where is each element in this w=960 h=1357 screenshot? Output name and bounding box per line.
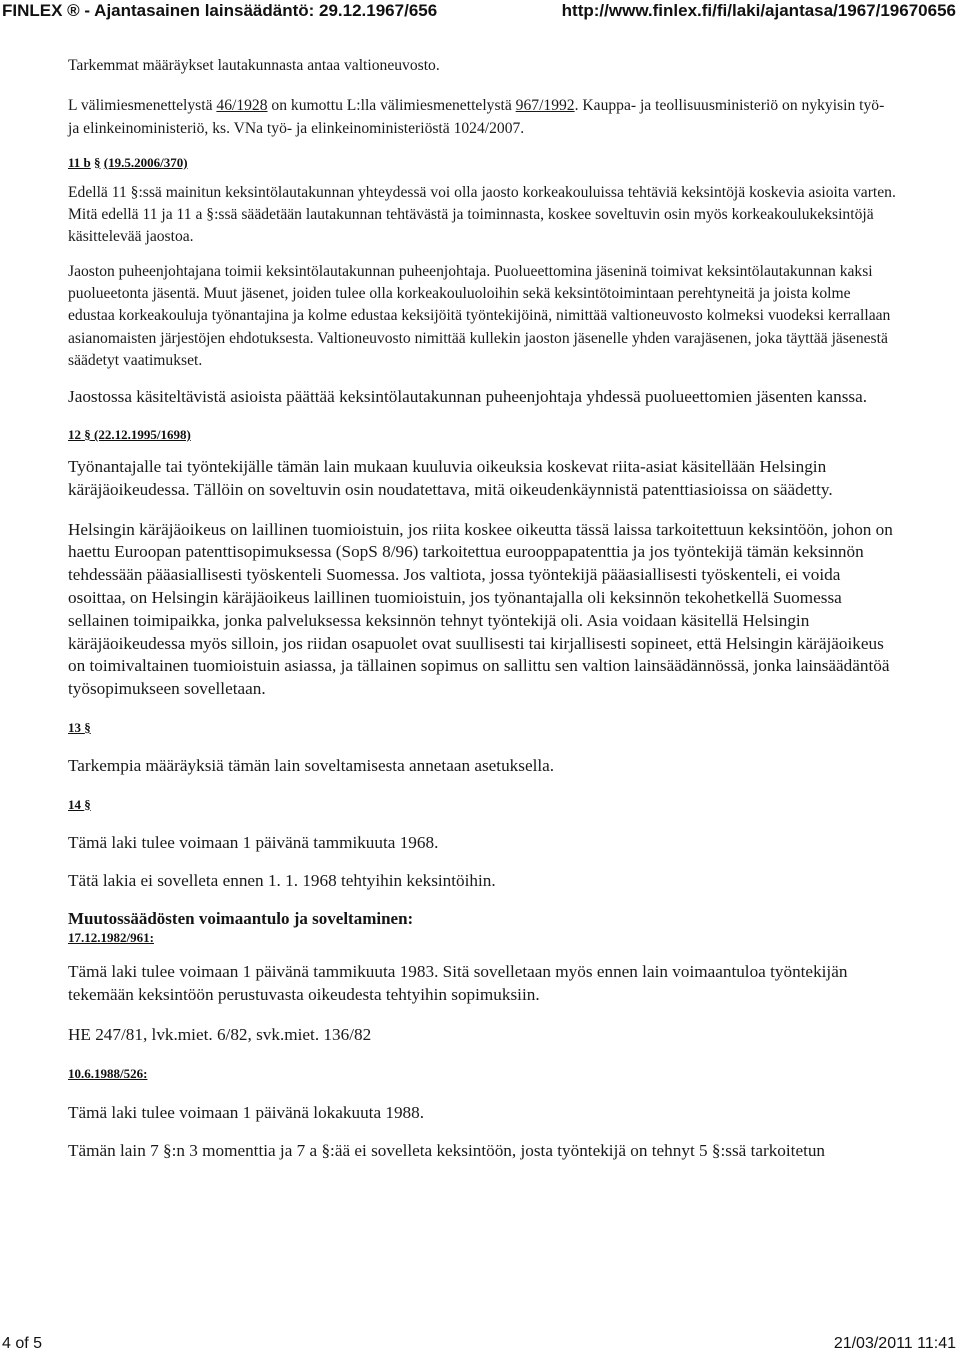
- section-number[interactable]: 11 b: [68, 154, 91, 170]
- paragraph: Tämän lain 7 §:n 3 momenttia ja 7 a §:ää ei sovelleta keksintöön, josta työntekijä on tehnyt 5 §:ssä tarkoitetun: [68, 1140, 826, 1160]
- paragraph: Tämä laki tulee voimaan 1 päivänä lokakuuta 1988.: [68, 1102, 425, 1122]
- law-link-967-1992[interactable]: 967/1992: [515, 97, 575, 115]
- paragraph: Työnantajalle tai työntekijälle tämän lain mukaan kuuluvia oikeuksia koskevat riita-asiat käsitellään Helsingin käräjäoikeudessa. Tällöin on soveltuvin osin noudatettava, mitä oikeudenkäynnistä patenttiasioissa on säädetty.: [68, 457, 833, 499]
- paragraph: Tarkempia määräyksiä tämän lain soveltamisesta annetaan asetuksella.: [68, 756, 555, 776]
- document-body: [68, 55, 898, 1162]
- amendment-ref[interactable]: (22.12.1995/1698): [94, 427, 191, 443]
- section-symbol: §: [84, 427, 91, 443]
- note-text: on kumottu L:lla välimiesmenettelystä: [267, 97, 516, 115]
- paragraph: HE 247/81, lvk.miet. 6/82, svk.miet. 136/82: [68, 1025, 372, 1045]
- law-link-46-1928[interactable]: 46/1928: [216, 97, 268, 115]
- section-number[interactable]: 14: [68, 796, 81, 812]
- paragraph: Edellä 11 §:ssä mainitun keksintölautakunnan yhteydessä voi olla jaosto korkeakouluissa tehtäviä keksintöjä koskevia asioita varten. Mitä edellä 11 ja 11 a §:ssä säädetään lautakunnan tehtävästä ja toiminnasta, koskee soveltuvin osin myös korkeakoulukeksintöjä käsittelevää jaostoa.: [68, 183, 896, 246]
- paragraph: Jaoston puheenjohtajana toimii keksintölautakunnan puheenjohtaja. Puolueettomina jäseninä toimivat keksintölautakunnan kaksi puolueetonta jäsentä. Muut jäsenet, joiden tulee olla korkeakouluoloihin sekä keksintötoimintaan perehtyneitä ja joista kolme edustaa korkeakouluja työnantajina ja kolme edustaa keksijöitä työntekijöinä, nimittää valtioneuvosto kolmeksi vuodeksi kerrallaan asianomaisten järjestöjen ehdotuksesta. Valtioneuvosto nimittää kullekin jaoston jäsenelle yhden varajäsenen, joka täyttää jäsenestä säädetyt vaatimukset.: [68, 262, 891, 369]
- print-timestamp: 21/03/2011 11:41: [833, 1335, 956, 1352]
- section-number[interactable]: 13: [68, 720, 81, 736]
- section-heading-14: [68, 796, 898, 814]
- amendment-ref[interactable]: (19.5.2006/370): [103, 154, 188, 170]
- page-number: 4 of 5: [2, 1335, 43, 1352]
- page-header-title: FINLEX ® - Ajantasainen lainsäädäntö: 29.12.1967/656: [2, 1, 438, 20]
- section-symbol: §: [84, 720, 91, 736]
- paragraph: Jaostossa käsiteltävistä asioista päättää keksintölautakunnan puheenjohtaja yhdessä puolueettomien jäsenten kanssa.: [68, 387, 868, 407]
- paragraph: Helsingin käräjäoikeus on laillinen tuomioistuin, jos riita koskee oikeutta tässä laissa tarkoitettuun keksintöön, johon on haettu Euroopan patenttisopimuksessa (SopS 8/96) tarkoitettua eurooppapatenttia ja jos työntekijä tämän keksinnön tehdessään pääasiallisesti työskenteli Suomessa. Jos valtiota, jossa työntekijä pääasiallisesti työskenteli, ei voida osoittaa, on Helsingin käräjäoikeus laillinen tuomioistuin, jos työnantajalla oli keksinnön tekohetkellä Suomessa sellainen toimipaikka, jonka palveluksessa keksinnön tehnyt työntekijä oli. Asia voidaan käsitellä Helsingin käräjäoikeudessa myös silloin, jos riidan osapuolet ovat suullisesti tai kirjallisesti sopineet, että Helsingin käräjäoikeus on toimivaltainen tuomioistuin asiassa, ja tällainen sopimus on sallittu sen valtion lainsäädännössä, jonka lainsäädäntöä työsopimukseen sovelletaan.: [68, 519, 893, 699]
- amendments-heading: Muutossäädösten voimaantulo ja soveltaminen:: [68, 909, 414, 929]
- section-symbol: §: [94, 154, 101, 170]
- note-text: L välimiesmenettelystä: [68, 97, 217, 115]
- paragraph: Tämä laki tulee voimaan 1 päivänä tammikuuta 1968.: [68, 832, 439, 852]
- section-heading-13: [68, 719, 898, 737]
- paragraph: Tämä laki tulee voimaan 1 päivänä tammikuuta 1983. Sitä sovelletaan myös ennen lain voimaantuloa työntekijän tekemään keksintöön perustuvasta oikeudesta tehtyihin sopimuksiin.: [68, 962, 848, 1005]
- section-heading-11b: [68, 154, 898, 172]
- repeal-note: [68, 95, 898, 140]
- paragraph: Tätä lakia ei sovelleta ennen 1. 1. 1968 tehtyihin keksintöihin.: [68, 870, 496, 890]
- amendment-date-1988[interactable]: 10.6.1988/526:: [68, 1065, 148, 1081]
- section-heading-12: [68, 426, 898, 444]
- page-header-url[interactable]: http://www.finlex.fi/fi/laki/ajantasa/1967/19670656: [561, 1, 956, 20]
- paragraph: Tarkemmat määräykset lautakunnasta antaa valtioneuvosto.: [68, 57, 440, 74]
- note-text: . Kauppa- ja teollisuusministeriö on nykyisin työ- ja elinkeinoministeriö, ks. VNa työ- ja elinkeinoministeriöstä 1024/2007.: [68, 97, 885, 137]
- section-symbol: §: [84, 796, 91, 812]
- amendment-date-1982[interactable]: 17.12.1982/961:: [68, 930, 154, 946]
- section-number[interactable]: 12: [68, 427, 81, 443]
